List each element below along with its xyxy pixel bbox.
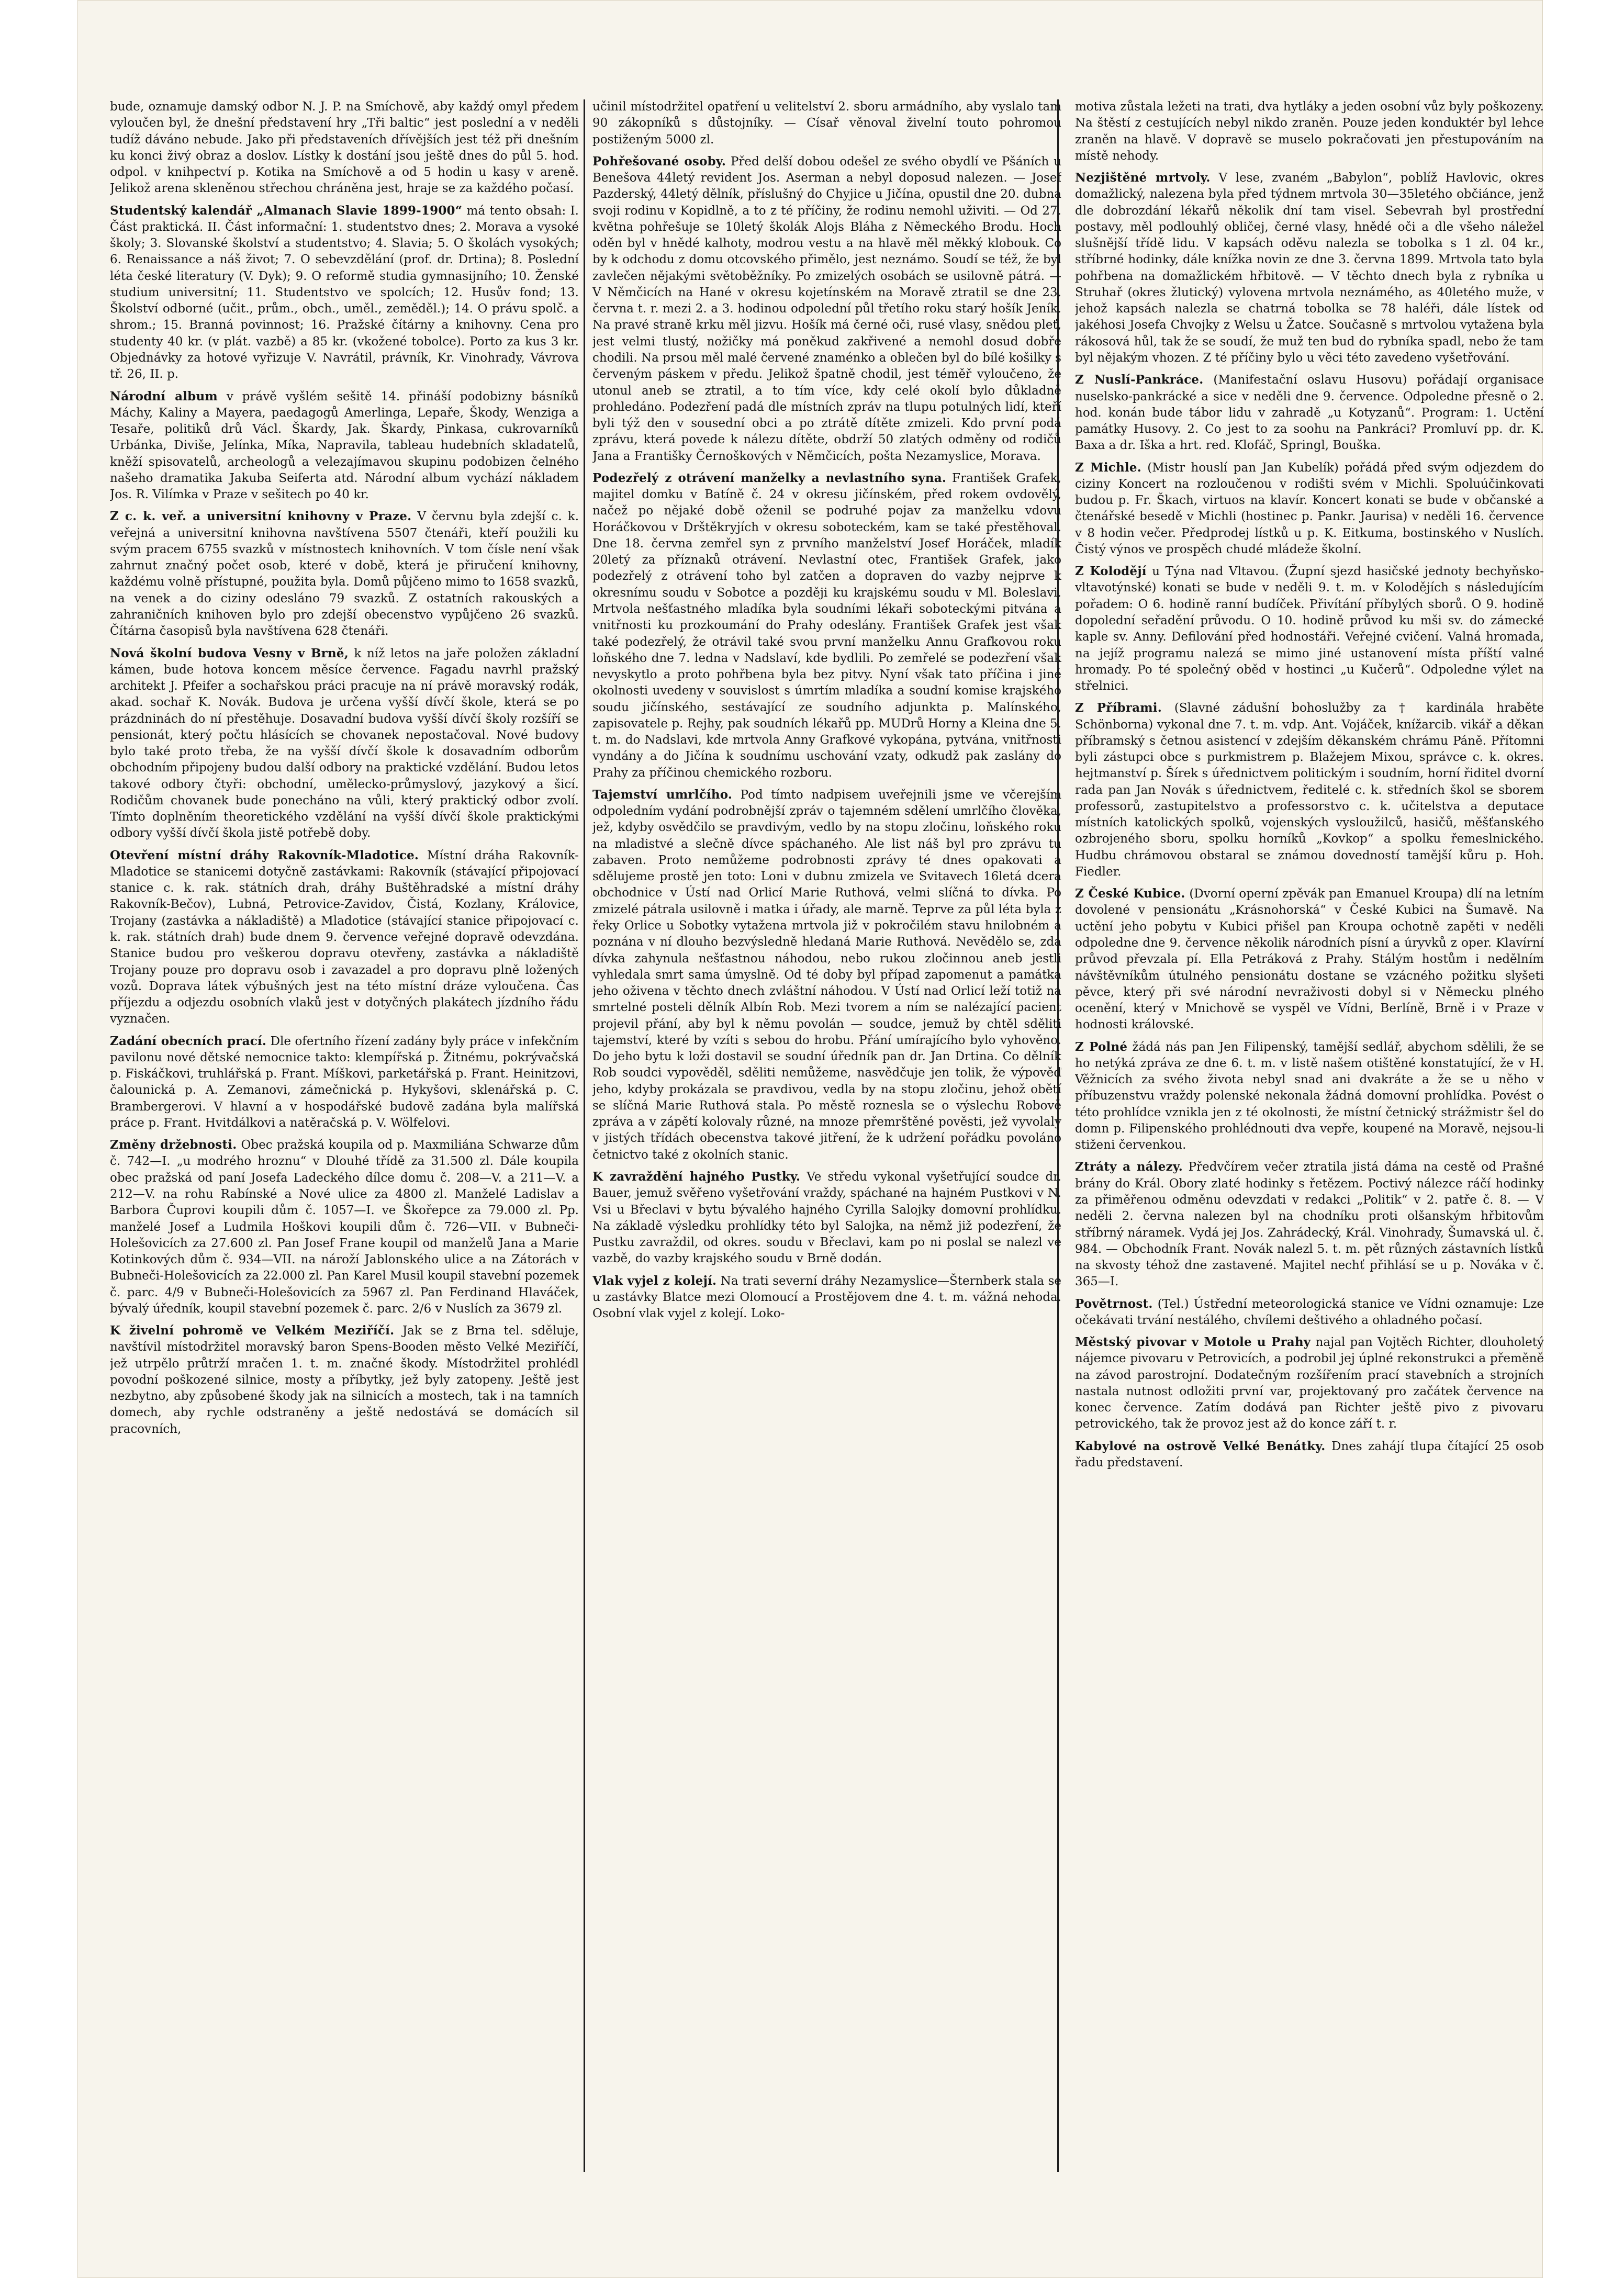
article-body: František Grafek, majitel domku v Batíně č. 24 v okresu jičínském, před rokem ovdovělý, načež po nějaké době oženil se podruhé pojav za manželku vdovu Horáčkovou v Drštěkryjích v okresu soboteckém, kam se také přestěhoval. Dne 18. června zemřel syn z prvního manželství Josef Horáček, mladík 20letý za příznaků otrávení. Nevlastní otec, František Grafek, jako podezřelý z otrávení toho byl zatčen a dopraven do vazby nejprve k okresnímu soudu v Sobotce a později ku krajskému soudu v Ml. Boleslavi. Mrtvola nešťastného mladíka byla soudními lékaři soboteckými pitvána a vnitřnosti ku prozkoumání do Prahy odeslány. František Grafek jest však také podezřelý, že otrávil také svou první manželku Annu Grafkovou roku loňského dne 7. ledna v Nadslaví, kde bydlili. Po zemřelé se podezření však nevyskytlo a proto pohřbena byla bez pitvy. Nyní však tato příčina i jiné okolnosti uvedeny v souvislost s úmrtím mladíka a soudní komise krajského soudu jičínského, sestávající ze soudního adjunkta p. Malínského, zapisovatele p. Rejhy, pak soudních lékařů pp. MUDrů Horny a Kleina dne 5. t. m. do Nadslavi, kde mrtvola Anny Grafkové vykopána, pytvána, vnitřnosti vyndány a do Jičína k soudnímu uschování vzaty, odkudž pak zaslány do Prahy za příčinou chemického rozboru. [592,471,1061,780]
column-middle [592,98,1061,2176]
article [110,203,579,383]
text-columns [110,98,1554,2176]
article-body: motiva zůstala ležeti na trati, dva hytláky a jeden osobní vůz byly poškozeny. Na štěstí z cestujících nebyl nikdo zraněn. Pouze jeden konduktér byl lehce zraněn na hlavě. V dopravě se muselo pokračovati jen přestupováním na místě nehody. [1075,100,1544,163]
article [110,508,579,639]
article [1075,372,1544,454]
article-body: k níž letos na jaře položen základní kámen, bude hotova koncem měsíce července. Fagadu navrhl pražský architekt J. Pfeifer a sochařskou práci pracuje na ní právě moravský rodák, akad. sochař K. Novák. Budova je určena vyšší dívčí škole, která se po prázdninách do ní přestěhuje. Dosavadní budova vyšší dívčí školy rozšíří se pensionát, který počtu hlásících se chovanek nepostačoval. Nové budovy bylo také proto třeba, že na vyšší dívčí škole k dosavadním odborům obchodním připojeny budou další odbory na praktické vzdělání. Budou letos takové odbory čtyři: obchodní, umělecko-průmyslový, jazykový a šicí. Rodičům chovanek bude ponecháno na vůli, který praktický odbor zvolí. Tímto doplněním theoretického vzdělání na vyšší dívčí škole praktickými odbory vyšší dívčí škola jistě potřebě doby. [110,646,579,840]
article-title: K zavraždění hajného Pustky. [592,1170,801,1184]
article [592,1169,1061,1267]
article-body: Před delší dobou odešel ze svého obydlí ve Pšáních u Benešova 44letý revident Jos. Aserman a nebyl doposud nalezen. — Josef Pazderský, 44letý dělník, příslušný do Chyjice u Jičína, opustil dne 20. dubna svoji rodinu v Kopidlně, a to z té příčiny, že rodinu nemohl uživiti. — Od 27. května pohřešuje se 10letý školák Alojs Bláha z Německého Brodu. Hoch oděn byl v hnědé kalhoty, modrou vestu a na hlavě měl měkký klobouk. Co by k odchodu z domu otcovského přimělo, jest neznámo. Soudí se též, že byl zavlečen nějakými světoběžníky. Po zmizelých osobách se usilovně pátrá. — V Němčicích na Hané v okresu kojetínském na Moravě ztratil se dne 23. června t. r. mezi 2. a 3. hodinou odpolední půl třetího roku starý hošík Jeník. Na pravé straně krku měl jizvu. Hošík má černé oči, rusé vlasy, snědou pleť, jest velmi tlustý, nožičky má poněkud zakřivené a nemohl dosud dobře chodili. Na prsou měl malé červené znaménko a oblečen byl do bílé košilky s červeným páskem v předu. Jelikož špatně chodil, jest téměř vyloučeno, že utonul aneb se ztratil, a to tím více, kdy celé okolí bylo důkladně prohledáno. Podezření padá dle místních zpráv na tlupu potulných lidí, kteří byli týž den v sousední obci a po ztrátě dítěte zmizeli. Kdo první podá zprávu, která povede k nálezu dítěte, obdrží 50 zlatých odměny od rodičů Jana a Františky Černoškových v Němčicích, pošta Nezamyslice, Morava. [592,154,1061,463]
article-title: Pohřešované osoby. [592,154,726,169]
article-title: Nezjištěné mrtvoly. [1075,171,1211,185]
article-body: (Slavné zádušní bohoslužby za † kardinála hraběte Schönborna) vykonal dne 7. t. m. vdp. Ant. Vojáček, knížarcib. vikář a děkan příbramský s četnou asistencí v zdejším děkanském chrámu Páně. Přítomni byli zástupci obce s purkmistrem p. Blažejem Mixou, správce c. k. okres. hejtmanství p. Šírek s úřednictvem politickým i soudním, horní řiditel dvorní rada pan Jan Novák s úřednictvem, ředitelé c. k. středních škol se sborem professorů, zastupitelstvo a professorstvo c. k. učitelstva a deputace místních katolických spolků, vojenských vysloužilců, hasičů, měšťanského ozbrojeného sboru, spolku horníků „Kovkop“ a spolku řemeslnického. Hudbu chrámovou obstaral se známou dovedností tamější kůru p. Hoh. Fiedler. [1075,701,1544,879]
article [1075,1039,1544,1154]
article-body: Jak se z Brna tel. sděluje, navštívil místodržitel moravský baron Spens-Booden město Velké Meziříčí, jež utrpělo průtrží mračen 1. t. m. značné škody. Místodržitel prohlédl povodní poškozené silnice, mosty a příbytky, jež byly zatopeny. Ještě jest nezbytno, aby způsobené škody jak na silnicích a mostech, tak i na tamních domech, aby rychle odstraněny a ještě nedostává se domácích sil pracovních, [110,1324,579,1436]
article [1075,170,1544,366]
article [110,388,579,503]
article [110,1033,579,1132]
article-body: (Mistr houslí pan Jan Kubelík) pořádá před svým odjezdem do ciziny Koncert na rozloučenou v rodišti svém v Michli. Spoluúčinkovati budou p. Fr. Škach, virtuos na klavír. Koncert konati se bude v občanské a čtenářské besedě v Michli (hostinec p. Pankr. Jaurisa) v neděli 16. července v 8 hodin večer. Předprodej lístků u p. K. Eitkuma, bostinského v Nuslích. Čistý výnos ve prospěch chudé mládeže školní. [1075,461,1544,556]
article-title: Otevření místní dráhy Rakovník-Mladotice. [110,848,419,862]
article-title: Kabylové na ostrově Velké Benátky. [1075,1439,1326,1453]
article [1075,1334,1544,1433]
article [1075,459,1544,558]
article-body: v právě vyšlém sešitě 14. přináší podobizny básníků Máchy, Kaliny a Mayera, paedagogů Amerlinga, Lepaře, Škody, Wenziga a Tesaře, politiků drů Václ. Škardy, Jak. Škardy, Pinkasa, cukrovarníků Urbánka, Diviše, Jelínka, Míka, Napravila, tableau hudebních skladatelů, kněží spisovatelů, archeologů a velezajímavou skupinu podobizen čelného našeho dramatika Jakuba Seiferta atd. Národní album vychází nákladem Jos. R. Vilímka v Praze v sešitech po 40 kr. [110,389,579,502]
article-body: (Tel.) Ústřední meteorologická stanice ve Vídni oznamuje: Lze očekávati trvání nestálého, chvílemi deštivého a ohladného počasí. [1075,1297,1544,1327]
column-left [110,98,579,2176]
article-body: má tento obsah: I. Část praktická. II. Část informační: 1. studentstvo dnes; 2. Morava a vysoké školy; 3. Slovanské školství a studentstvo; 4. Slavia; 5. O školách vysokých; 6. Renaissance a náš život; 7. O sebevzdělání (prof. dr. Drtina); 8. Poslední léta české literatury (V. Dyk); 9. O reformě studia gymnasijního; 10. Ženské studium universitní; 11. Studentstvo ve spolcích; 12. Husův fond; 13. Školství odborné (učit., prům., obch., uměl., zeměděl.); 14. O právu spolč. a shrom.; 15. Branná povinnost; 16. Pražské čítárny a knihovny. Cena pro studenty 40 kr. (v plát. vazbě) a 85 kr. (vkožené tobolce). Porto za kus 3 kr. Objednávky za hotové vyřizuje V. Navrátil, právník, Kr. Vinohrady, Vávrova tř. 26, II. p. [110,204,579,381]
article [592,787,1061,1163]
article-title: Změny držebnosti. [110,1138,237,1152]
article [1075,1438,1544,1472]
article-body: žádá nás pan Jen Filipenský, tamější sedlář, abychom sdělili, že se ho netýká zpráva ze dne 6. t. m. v listě našem otištěné konstatující, že v H. Věžnicích za svého života nebyl snad ani dvakráte a že se u něho v příbuzenstvu vraždy polenské nekonala žádná domovní prohlídka. Povést o této prohlídce vznikla jen z té okolnosti, že místní četnický strážmistr šel do domn p. Filipenského prohlédnouti dva vepře, koupené na Moravě, nejsou-li stiženi červenkou. [1075,1040,1544,1152]
article [110,98,579,197]
article [1075,700,1544,880]
article-body: Pod tímto nadpisem uveřejnili jsme ve včerejším odpoledním vydání podrobnější zpráv o tajemném sdělení umrlčího člověka, jež, kdyby osvědčilo se pravdivým, vedlo by na stopu zločinu, loňského roku na mladistvé a slečně dívce spáchaného. Ale list náš byl pro zprávu tu zabaven. Proto nemůžeme podrobnosti zprávy té dnes opakovati a sdělujeme prostě jen toto: Loni v dubnu zmizela ve Svitavech 16letá dcera obchodnice v Ústí nad Orlicí Marie Ruthová, velmi slíčná to dívka. Po zmizelé pátrala usilovně i matka i úřady, ale marně. Teprve za půl léta byla z řeky Orlice u Sobotky vytažena mrtvola již v pokročilém stavu hnilobném a poznána v ní dlouho bezvýsledně hledaná Marie Ruthová. Nevědělo se, zda dívka zahynula nešťastnou náhodou, nebo rukou zločinnou aneb jestli vyhledala smrt sama úmyslně. Od té doby byl případ zapomenut a památka jeho oživena v těchto dnech zvláštní náhodou. V Ústí nad Orlicí leží totiž na smrtelné posteli dělník Albín Rob. Mezi tvorem a ním se nalézající pacient projevil přání, aby byl k němu povolán — soudce, jemuž by chtěl sděliti tajemství, které by vzíti s sebou do hrobu. Přání umírajícího bylo vyhověno. Do jeho bytu k loži dostavil se soudní úředník pan dr. Jan Drtina. Co dělník Rob soudci vypověděl, sděliti nemůžeme, nasvědčuje jen tolik, že výpověď jeho, kdyby prokázala se pravdivou, vedla by na stopu zločinu, jehož obětí se slíčná Marie Ruthová stala. Po městě roznesla se o výslechu Robově zpráva a v zápětí kolovaly různé, na mnoze přemrštěné pověsti, jež vyvolaly v jistých třídách obecenstva takové jitření, že k udržení pořádku povoláno četnictvo také z okolních stanic. [592,788,1061,1162]
article [110,1137,579,1317]
article [592,98,1061,148]
article-body: u Týna nad Vltavou. (Župní sjezd hasičské jednoty bechyňsko-vltavotýnské) konati se bude v neděli 9. t. m. v Kolodějích s následujícím pořadem: O 6. hodině ranní budíček. Přivítání příbylých sborů. O 9. hodině dopolední seřadění průvodu. O 10. hodině průvod ku mši sv. do zámecké kaple sv. Anny. Defilování před hodnostáři. Veřejné cvičení. Valná hromada, na jejíž programu nalezá se mimo jiné ustanovení místa příští valné hromady. Po té společný oběd v hostinci „u Kučerů“. Odpoledne výlet na střelnici. [1075,565,1544,693]
article [1075,885,1544,1033]
article-title: Nová školní budova Vesny v Brně, [110,646,349,660]
article [110,847,579,1028]
article-title: Z Michle. [1075,460,1141,475]
article-title: Povětrnost. [1075,1296,1153,1311]
article-body: bude, oznamuje damský odbor N. J. P. na Smíchově, aby každý omyl předem vyloučen byl, že dnešní představení hry „Tři baltic“ jest poslední a v neděli tudíž dáváno nebude. Jako při představeních dřívějších jest též při dnešním ku konci živý obraz a doslov. Lístky k dostání jsou ještě dnes do půl 5. hod. odpol. v knihpectví p. Kotika na Smíchově a od 5 hodin u kasy v areně. Jelikož arena skleněnou střechou chráněna jest, hraje se za každého počasí. [110,100,579,196]
article [110,1322,579,1438]
article-title: Z České Kubice. [1075,886,1185,901]
article-body: V lese, zvaném „Babylon“, poblíž Havlovic, okres domažlický, nalezena byla před týdnem mrtvola 30—35letého občiánce, jenž dle dobrozdání lékařů několik dní tam visel. Sebevrah byl prostřední postavy, měl podlouhlý obličej, černé vlasy, hnědé oči a dle všeho náležel slušnější třídě lidu. V kapsách oděvu nalezla se tobolka s 1 zl. 04 kr., stříbrné hodinky, dále knížka novin ze dne 3. června 1899. Mrtvola tato byla pohřbena na domažlickém hřbitově. — V těchto dnech byla z rybníka u Struhař (okres žlutický) vylovena mrtvola neznámého, as 40letého muže, v jehož kapsách nalezla se chatrná tobolka se 78 haléři, dále lístek od jakéhosi Josefa Chvojky z Welsu u Žatce. Současně s mrtvolou vytažena byla rákosová hůl, tak že se soudí, že muž ten bud do rybníka spadl, nebo že tam byl nějakým vhozen. Z té příčiny bylo u věci této zavedeno vyšetřování. [1075,171,1544,365]
article-title: Ztráty a nálezy. [1075,1160,1183,1174]
article-body: Ve středu vykonal vyšetřující soudce dr. Bauer, jemuž svěřeno vyšetřování vraždy, spáchané na hajném Pustkovi v N. Vsi u Břeclavi v bytu bývalého hajného Cyrilla Salojky domovní prohlídku. Na základě výsledku prohlídky této byl Salojka, na němž již podezření, že Pustku zavraždil, od okres. soudu v Břeclavi, kam po ni poslal se nalezl ve vazbě, do vazby krajského soudu v Brně dodán. [592,1170,1061,1266]
article-title: Městský pivovar v Motole u Prahy [1075,1335,1311,1350]
article-title: Z Nuslí-Pankráce. [1075,373,1204,387]
article-title: Z Kolodějí [1075,564,1147,579]
article-body: (Dvorní operní zpěvák pan Emanuel Kroupa) dlí na letním dovolené v pensionátu „Krásnohorská“ v České Kubici na Šumavě. Na uctění jeho pobytu v Kubici přišel pan Kroupa ochotně zapěti v neděli odpoledne dne 9. července několik národních písní a úryvků z oper. Klavírní průvod převzala pí. Ella Petráková z Prahy. Stálým hostům i nedělním návštěvníkům útulného pensionátu dostane se vzácného požitku slyšeti pěvce, který při své národní nevraživosti dobyl si v Německu plného ocenění, který v Mnichově se vyspěl ve Vídni, Berlíně, Brně i v Praze v hodnosti královské. [1075,887,1544,1032]
article-body: Na trati severní dráhy Nezamyslice—Šternberk stala se u zastávky Blatce mezi Olomoucí a Prostějovem dne 4. t. m. vážná nehoda. Osobní vlak vyjel z kolejí. Loko- [592,1274,1061,1321]
article [592,153,1061,465]
article-body: (Manifestační oslavu Husovu) pořádají organisace nuselsko-pankrácké a sice v neděli dne 9. července. Odpoledne přesně o 2. hod. konán bude tábor lidu v zahradě „u Kotyzanů“. Program: 1. Uctění památky Husovy. 2. Co jest to za soohu na Pankráci? Promluví pp. dr. K. Baxa a dr. Iška a hrt. red. Klofáč, Springl, Bouška. [1075,373,1544,453]
article [1075,563,1544,694]
article-body: najal pan Vojtěch Richter, dlouholetý nájemce pivovaru v Petrovicích, a podrobil jej úplné rekonstrukci a přeměně na závod parostrojní. Dodatečným rozšířením prací stavebních a strojních nastala nutnost odložiti první var, projektovaný pro začátek července na konec července. Zatím dodává pan Richter ještě pivo z pivovaru petrovického, tak že provoz jest až do konce září t. r. [1075,1336,1544,1431]
article [592,470,1061,781]
article [1075,1296,1544,1329]
article-title: Studentský kalendář „Almanach Slavie 1899-1900“ [110,203,463,218]
article [1075,98,1544,164]
article [1075,1159,1544,1290]
article [110,645,579,842]
article-title: Z c. k. veř. a universitní knihovny v Praze. [110,509,412,524]
article-title: Národní album [110,389,218,403]
article-title: Z Polné [1075,1039,1128,1054]
article-body: Dle ofertního řízení zadány byly práce v infekčním pavilonu nové dětské nemocnice takto: klempířská p. Žitnému, pokrývačská p. Fiskáčkovi, truhlářská p. Frant. Míškovi, parketářská p. Frant. Heinitzovi, čalounická p. A. Zemanovi, zámečnická p. Hykyšovi, sklenářská p. C. Brambergerovi. V hlavní a v hospodářské budově zadána byla malířská práce p. Frant. Hvitdálkovi a natěračská p. V. Wölfelovi. [110,1034,579,1130]
article-title: Vlak vyjel z kolejí. [592,1273,717,1288]
article-body: Dnes zahájí tlupa čítající 25 osob řadu představení. [1075,1439,1544,1469]
article-body: V červnu byla zdejší c. k. veřejná a universitní knihovna navštívena 5507 čtenáři, kteří použili ku svým pracem 6755 svazků v místnostech knihovních. V tom čísle není však zahrnut značný počet osob, které v době, která je přiručení knihovny, každému volně přístupné, použita byla. Domů půjčeno mimo to 1658 svazků, na venek a do ciziny odesláno 79 svazků. Z ostatních rakouských a zahraničních knihoven bylo pro zdejší obecenstvo vypůjčeno 26 svazků. Čítárna časopisů byla navštívena 628 čtenáři. [110,510,579,638]
article-title: Tajemství umrlčího. [592,787,733,802]
article-body: Místní dráha Rakovník-Mladotice se stanicemi dotyčně zastávkami: Rakovník (stávající připojovací stanice c. k. rak. státních drah, dráhy Buštěhradské a místní dráhy Rakovník-Bečov), Lubná, Petrovice-Zavidov, Čistá, Kozlany, Královice, Trojany (zastávka a nákladiště) a Mladotice (stávající stanice připojovací c. k. rak. státních drah) bude dnem 9. července veřejné dopravě odevzdána. Stanice budou pro veškerou dopravu otevřeny, zastávka a nákladiště Trojany pouze pro dopravu osob i zavazadel a pro dopravu plně ložených vozů. Doprava látek výbušných jest na této místní dráze vyloučena. Čas příjezdu a odjezdu osobních vlaků jest v dotyčných plakátech jízdního řádu vyznačen. [110,848,579,1026]
article-title: Zadání obecních prací. [110,1034,267,1048]
column-right [1075,98,1544,2176]
article-body: učinil místodržitel opatření u velitelství 2. sboru armádního, aby vyslalo tam 90 zákopníků s důstojníky. — Císař věnoval živelní touto pohromou postiženým 5000 zl. [592,100,1061,147]
article-title: K živelní pohromě ve Velkém Meziříčí. [110,1323,395,1338]
article-body: Obec pražská koupila od p. Maxmiliána Schwarze dům č. 742—I. „u modrého hroznu“ v Dlouhé třídě za 31.500 zl. Dále koupila obec pražská od paní Josefa Ladeckého dílce domu č. 208—V. a 211—V. a 212—V. na rohu Rabínské a Nové ulice za 4800 zl. Manželé Ladislav a Barbora Čuprovi koupili dům č. 1057—I. ve Škořepce za 79.000 zl. Pp. manželé Josef a Ludmila Hoškovi koupili dům č. 726—VII. v Bubneči-Holešovicích za 27.600 zl. Pan Josef Frane koupil od manželů Jana a Marie Kotinkových dům č. 934—VII. na nároží Jablonského ulice a na Zátorách v Bubneči-Holešovicích za 22.000 zl. Pan Karel Musil koupil stavební pozemek č. parc. 4/9 v Bubneči-Holešovicích za 5967 zl. Pan Ferdinand Hlaváček, bývalý úředník, koupil stavební pozemek č. parc. 2/6 v Nuslích za 3679 zl. [110,1138,579,1316]
article-title: Z Příbrami. [1075,701,1162,715]
article-title: Podezřelý z otrávení manželky a nevlastního syna. [592,470,947,485]
article-body: Předvčírem večer ztratila jistá dáma na cestě od Prašné brány do Král. Obory zlaté hodinky s řetězem. Poctivý nálezce ráčí hodinky za přiměřenou odměnu odevzdati v redakci „Politik“ v 2. patře č. 8. — V neděli 2. června nalezen byl na chodníku proti olšanským hřbitovům stříbrný náramek. Vydá jej Jos. Zahrádecký, Král. Vinohrady, Šumavská ul. č. 984. — Obchodník Frant. Novák nalezl 5. t. m. pět různých zástavních lístků na skvosty téhož dne zastavené. Majitel nechť přihlásí se u p. Nováka v č. 365—I. [1075,1160,1544,1289]
article [592,1273,1061,1322]
